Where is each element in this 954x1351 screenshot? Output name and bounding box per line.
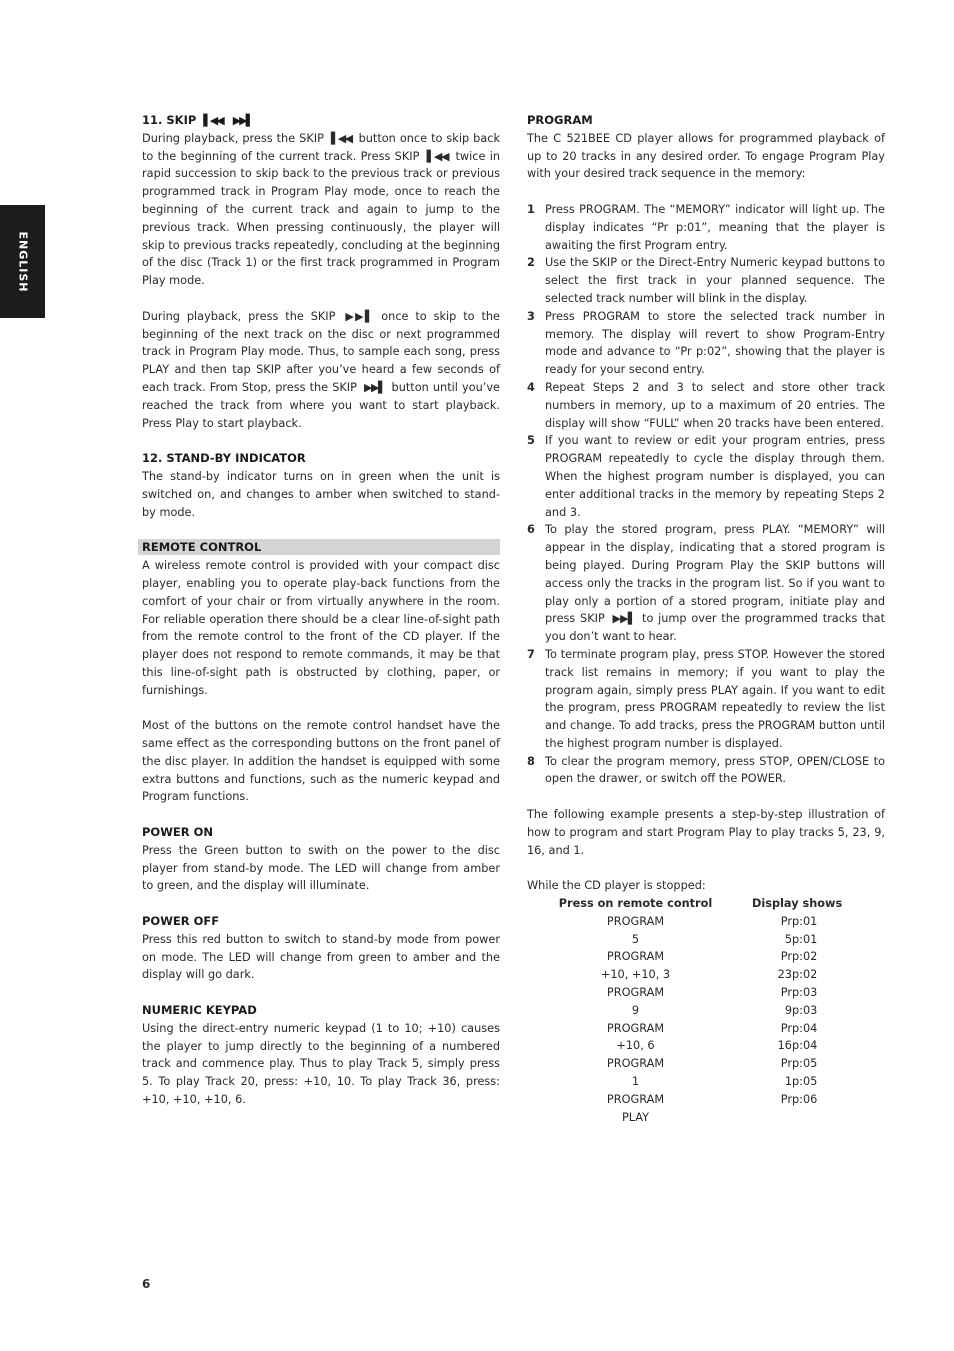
display-cell-right: p:04 [792,1039,818,1053]
display-cell-left: 16 [777,1039,792,1053]
display-cell-left: 9 [784,1003,792,1017]
display-cell-right: p:06 [792,1092,818,1106]
table-header-display: Display shows [752,897,843,911]
press-cell: PROGRAM [606,1057,665,1071]
display-cell-left: 1 [784,1075,792,1089]
left-column [142,112,500,1109]
program-heading: PROGRAM [527,113,593,127]
program-step: 5 If you want to review or edit your program entries, press PROGRAM repeatedly to cycle the display through them. When the highest program number is displayed, you can enter additional tracks in the memory by repeating Steps 2 and 3. [527,434,885,519]
skip-back-icon: ▌◀◀ [426,149,449,163]
standby-heading: 12. STAND-BY INDICATOR [142,451,306,466]
display-cell-left [722,1109,792,1127]
power-on-text: Press the Green button to swith on the power to the disc player from stand-by mode. The LED will change from amber to green, and the display will illuminate. [142,843,500,893]
display-cell-left: 23 [777,968,792,982]
press-cell: +10, +10, 3 [600,968,671,982]
display-cell-right [792,1109,842,1127]
numeric-keypad-text: Using the direct-entry numeric keypad (1 to 10; +10) causes the player to jump directly to the beginning of a numbered track and commence play. Thus to play Track 5, simply press 5. To play Track 20, press: +10, 10. To play Track 36, press: +10, +10, +10, 6. [142,1021,500,1107]
example-intro: The following example presents a step-by-step illustration of how to program and start Program Play to play tracks 5, 23, 9, 16, and 1. [527,808,885,857]
remote-paragraph-2: Most of the buttons on the remote control handset have the same effect as the corresponding buttons on the front panel of the disc player. In addition the handset is equipped with some extra buttons and functions, such as the numeric keypad and Program functions. [142,719,500,804]
table-row [549,1055,842,1073]
display-cell-left: 5 [784,932,792,946]
table-row [549,1002,842,1020]
language-tab [0,205,45,318]
display-cell-right: p:05 [792,1075,818,1089]
skip-paragraph-2: During playback, press the SKIP ▶▶▌ once to skip to the beginning of the next track on the disc or next programmed track in Program Play mode. Thus, to sample each song, press PLAY and then tap SKIP after you’ve heard a few seconds of each track. From Stop, press the SKIP ▶▶▌ button until you’ve reached the track from where you want to start playback. Press Play to start playback. [142,309,501,430]
display-cell-right: p:02 [792,950,818,964]
program-step: 6 To play the stored program, press PLAY. “MEMORY” will appear in the display, indicating that a stored program is being played. During Program Play the SKIP buttons will access only the tracks in the program list. So if you want to play only a portion of a stored program, initiate play and press SKIP ▶▶▌ to jump over the programmed tracks that you don’t want to hear. [527,523,886,644]
table-row [549,1037,842,1055]
skip-forward-icon: ▶▶▌ [232,114,253,127]
table-header-press: Press on remote control [558,897,713,911]
right-column [527,112,885,1126]
display-cell-right: p:02 [792,968,818,982]
program-intro: The C 521BEE CD player allows for programmed playback of up to 20 tracks in any desired order. To engage Program Play with your desired track sequence in the memory: [527,131,885,181]
display-cell-right: p:01 [792,932,818,946]
program-step: 8 To clear the program memory, press STOP, OPEN/CLOSE to open the drawer, or switch off the POWER. [527,754,885,786]
skip-heading: 11. SKIP ▌◀◀ ▶▶▌ [142,113,253,127]
display-cell-left: Pr [780,1092,792,1106]
remote-control-heading: REMOTE CONTROL [138,539,500,555]
table-row [549,1091,842,1109]
program-steps [527,201,885,788]
press-cell: 1 [631,1075,640,1089]
language-tab-label: ENGLISH [16,231,29,292]
program-example-table [549,895,842,1126]
skip-paragraph-1: During playback, press the SKIP ▌◀◀ button once to skip back to the beginning of the current track. Press SKIP ▌◀◀ twice in rapid succession to skip back to the previous track or previous programmed track in Program Play mode, once to reach the beginning of the current track and again to jump to the previous track. When pressing continuously, the player will skip to previous tracks repeatedly, concluding at the beginning of the disc (Track 1) or the first track programmed in Program Play mode. [142,131,500,288]
display-cell-left: Pr [780,986,792,1000]
skip-back-icon: ▌◀◀ [330,131,352,145]
table-row [549,913,842,931]
table-row [549,1020,842,1038]
page-number: 6 [142,1277,151,1291]
display-cell-right: p:04 [792,1021,818,1035]
table-row [549,948,842,966]
program-step: 3 Press PROGRAM to store the selected track number in memory. The display will revert to show Program-Entry mode and advance to “Pr p:02”, showing that the player is ready for your second entry. [527,309,885,377]
skip-forward-icon: ▶▶▌ [364,380,385,394]
program-step: 1 Press PROGRAM. The “MEMORY” indicator will light up. The display indicates “Pr p:01”, meaning that the player is awaiting the first Program entry. [527,202,885,252]
display-cell-left: Pr [780,1021,792,1035]
press-cell: 9 [631,1003,640,1017]
display-cell-right: p:05 [792,1057,818,1071]
press-cell: PROGRAM [606,986,665,1000]
press-cell: 5 [631,932,640,946]
skip-forward-icon: ▶▶▌ [345,309,372,323]
press-cell: PROGRAM [606,914,665,928]
power-off-heading: POWER OFF [142,914,220,929]
table-row [549,966,842,984]
program-step: 2 Use the SKIP or the Direct-Entry Numeric keypad buttons to select the first track in your planned sequence. The selected track number will blink in the display. [527,256,885,305]
power-on-heading: POWER ON [142,825,214,840]
remote-paragraph-1: A wireless remote control is provided with your compact disc player, enabling you to operate play-back functions from the comfort of your chair or from virtually anywhere in the room. For reliable operation there should be a clear line-of-sight path from the remote control to the front of the CD player. If the player does not respond to remote commands, it may be that this line-of-sight path is obstructed by clothing, paper, or furnishings. [142,559,500,697]
numeric-keypad-heading: NUMERIC KEYPAD [142,1003,257,1018]
press-cell: PROGRAM [606,950,665,964]
display-cell-right: p:01 [792,914,818,928]
program-step: 4 Repeat Steps 2 and 3 to select and store other track numbers in memory, up to a maximum of 20 entries. The display will show “FULL” when 20 tracks have been entered. [527,380,885,430]
program-step: 7 To terminate program play, press STOP. However the stored track list remains in memory; if you want to play the program again, simply press PLAY again. If you want to edit the program, press PROGRAM repeatedly to review the list and change. To add tracks, press the PROGRAM button until the highest program number is displayed. [527,647,885,750]
display-cell-right: p:03 [792,986,818,1000]
table-row [549,984,842,1002]
table-row [549,1073,842,1091]
skip-forward-icon: ▶▶▌ [612,612,635,626]
skip-back-icon: ▌◀◀ [203,114,223,127]
power-off-text: Press this red button to switch to stand-by mode from power on mode. The LED will change from green to amber and the display will go dark. [142,932,500,982]
press-cell: PROGRAM [606,1092,665,1106]
table-row [549,931,842,949]
display-cell-left: Pr [780,1057,792,1071]
press-cell: +10, 6 [616,1039,655,1053]
press-cell: PLAY [621,1110,650,1124]
display-cell-left: Pr [780,914,792,928]
standby-text: The stand-by indicator turns on in green when the unit is switched on, and changes to amber when switched to stand-by mode. [142,469,500,519]
display-cell-right: p:03 [792,1003,818,1017]
display-cell-left: Pr [780,950,792,964]
table-row [549,1109,842,1127]
while-stopped: While the CD player is stopped: [527,879,706,893]
press-cell: PROGRAM [606,1021,665,1035]
